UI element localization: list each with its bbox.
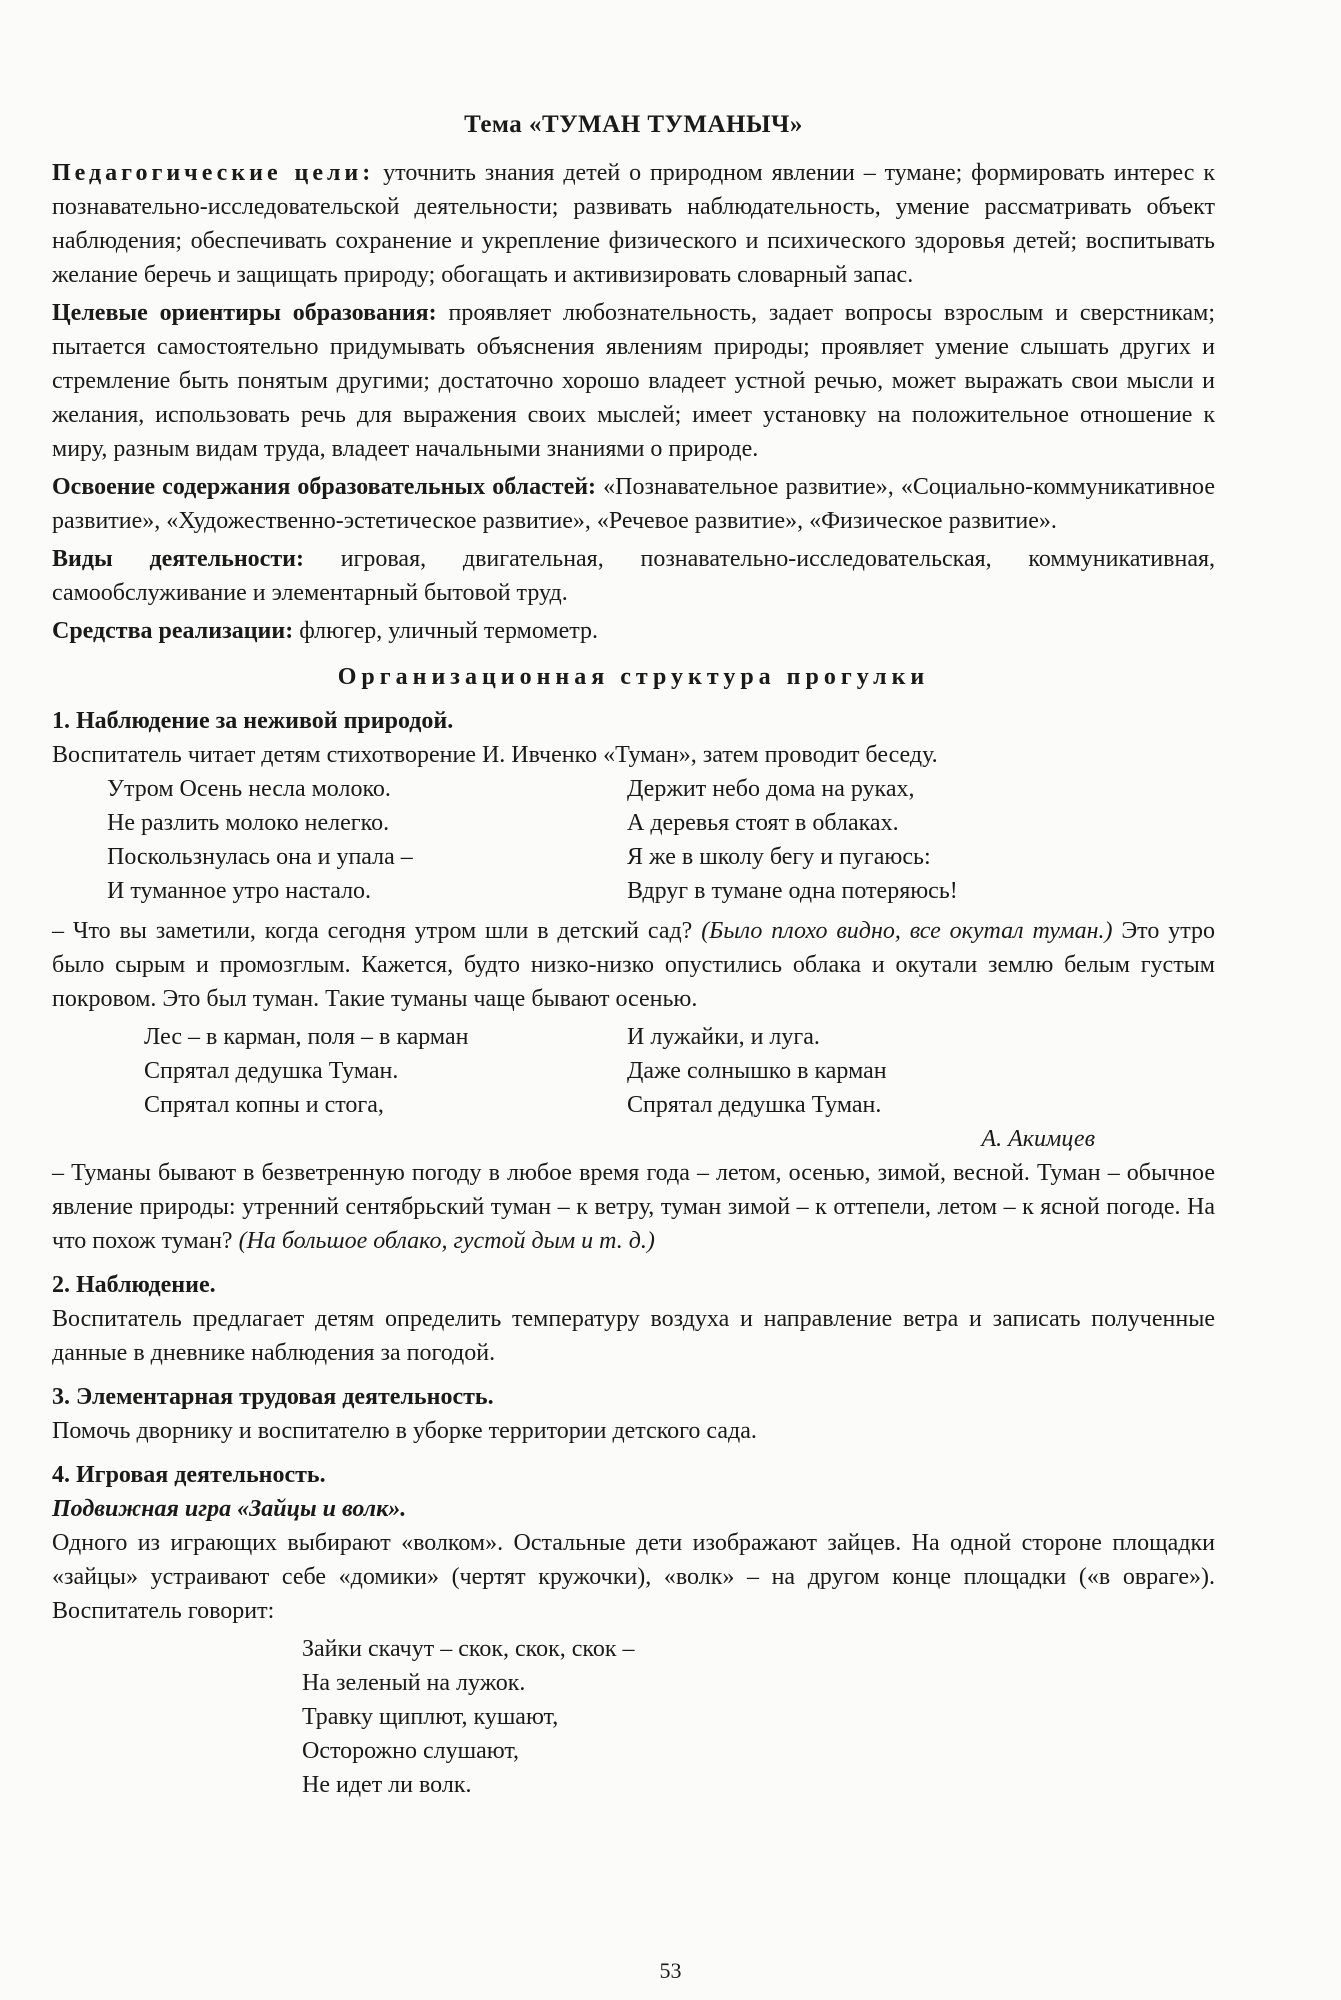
poem-line: Поскользнулась она и упала – bbox=[107, 844, 413, 870]
areas-paragraph bbox=[52, 470, 1215, 538]
section-4-text: Одного из играющих выбирают «волком». Остальные дети изображают зайцев. На одной стороне площадки «зайцы» устраивают себе «домики» (чертят кружочки), «волк» – на другом конце площадки («в овраге»). Воспитатель говорит: bbox=[52, 1530, 1215, 1624]
question-1: – Что вы заметили, когда сегодня утром шли в детский сад? bbox=[52, 918, 702, 944]
poem2-left-column bbox=[144, 1020, 627, 1122]
poem-game-column bbox=[302, 1632, 1215, 1802]
section-3-heading: 3. Элементарная трудовая деятельность. bbox=[52, 1384, 494, 1410]
poem-right-column bbox=[627, 772, 1147, 908]
poem-line: Зайки скачут – скок, скок, скок – bbox=[302, 1636, 635, 1662]
poem-game bbox=[52, 1632, 1215, 1802]
poem-akimtsev bbox=[52, 1020, 1215, 1122]
targets-paragraph bbox=[52, 296, 1215, 466]
targets-text: проявляет любознательность, задает вопросы взрослым и сверстникам; пытается самостоятельно придумывать объяснения явлениям природы; проявляет умение слышать других и стремление быть понятым другими; достаточно хорошо владеет устной речью, может выражать свои мысли и желания, использовать речь для выражения своих мыслей; имеет установку на положительное отношение к миру, разным видам труда, владеет начальными знаниями о природе. bbox=[52, 300, 1216, 462]
section-1-heading: 1. Наблюдение за неживой природой. bbox=[52, 708, 454, 734]
section-4-heading: 4. Игровая деятельность. bbox=[52, 1462, 326, 1488]
areas-lead: Освоение содержания образовательных областей: bbox=[52, 474, 597, 500]
poem-line: И туманное утро настало. bbox=[107, 878, 372, 904]
question-1-rest: Это утро было сырым и промозглым. Кажется, будто низко-низко опустились облака и окутали землю белым густым покровом. Это был туман. Такие туманы чаще бывают осенью. bbox=[52, 918, 1215, 1012]
poem-line: Держит небо дома на руках, bbox=[627, 776, 915, 802]
activities-paragraph bbox=[52, 542, 1215, 610]
game-title: Подвижная игра «Зайцы и волк». bbox=[52, 1496, 407, 1522]
areas-text: «Познавательное развитие», «Социально-коммуникативное развитие», «Художественно-эстетическое развитие», «Речевое развитие», «Физическое развитие». bbox=[52, 474, 1215, 534]
page-title: Тема «ТУМАН ТУМАНЫЧ» bbox=[464, 111, 803, 138]
poem-line: Осторожно слушают, bbox=[302, 1738, 520, 1764]
poem2-right-column bbox=[627, 1020, 1147, 1122]
poem-line: А деревья стоят в облаках. bbox=[627, 810, 899, 836]
question-1-paragraph bbox=[52, 914, 1215, 1016]
page-content bbox=[52, 108, 1215, 1802]
poem-line: Не идет ли волк. bbox=[302, 1772, 472, 1798]
structure-title: Организационная структура прогулки bbox=[337, 664, 930, 690]
question-2-paragraph bbox=[52, 1156, 1215, 1258]
poem-author: А. Акимцев bbox=[981, 1126, 1095, 1152]
poem-line: Вдруг в тумане одна потеряюсь! bbox=[627, 878, 958, 904]
poem-line: Лес – в карман, поля – в карман bbox=[144, 1024, 469, 1050]
goals-lead: Педагогические цели: bbox=[52, 160, 375, 186]
means-lead: Средства реализации: bbox=[52, 618, 294, 644]
goals-paragraph bbox=[52, 156, 1215, 292]
section-2-text: Воспитатель предлагает детям определить температуру воздуха и направление ветра и записать полученные данные в дневнике наблюдения за погодой. bbox=[52, 1306, 1215, 1366]
question-2: – Туманы бывают в безветренную погоду в любое время года – летом, осенью, зимой, весной. Туман – обычное явление природы: утренний сентябрьский туман – к ветру, туман зимой – к оттепели, летом – к ясной погоде. На что похож туман? bbox=[52, 1160, 1215, 1254]
poem-line: Не разлить молоко нелегко. bbox=[107, 810, 390, 836]
section-3-text: Помочь дворнику и воспитателю в уборке территории детского сада. bbox=[52, 1418, 757, 1444]
poem-line: Травку щиплют, кушают, bbox=[302, 1704, 559, 1730]
question-2-answer: (На большое облако, густой дым и т. д.) bbox=[238, 1228, 655, 1254]
poem-line: Даже солнышко в карман bbox=[627, 1058, 887, 1084]
goals-text: уточнить знания детей о природном явлении – тумане; формировать интерес к познавательно-исследовательской деятельности; развивать наблюдательность, умение рассматривать объект наблюдения; обеспечивать сохранение и укрепление физического и психического здоровья детей; воспитывать желание беречь и защищать природу; обогащать и активизировать словарный запас. bbox=[52, 160, 1215, 288]
targets-lead: Целевые ориентиры образования: bbox=[52, 300, 437, 326]
question-1-answer: (Было плохо видно, все окутал туман.) bbox=[701, 918, 1113, 944]
activities-text: игровая, двигательная, познавательно-исследовательская, коммуникативная, самообслуживание и элементарный бытовой труд. bbox=[52, 546, 1216, 606]
means-text: флюгер, уличный термометр. bbox=[293, 618, 599, 644]
poem-ivchenko bbox=[52, 772, 1215, 908]
poem-line: Спрятал дедушка Туман. bbox=[627, 1092, 882, 1118]
section-1-intro: Воспитатель читает детям стихотворение И. Ивченко «Туман», затем проводит беседу. bbox=[52, 742, 938, 768]
poem-line: И лужайки, и луга. bbox=[627, 1024, 820, 1050]
poem-left-column bbox=[107, 772, 627, 908]
page-number: 53 bbox=[659, 1958, 682, 1983]
poem-line: Я же в школу бегу и пугаюсь: bbox=[627, 844, 931, 870]
means-paragraph bbox=[52, 614, 1215, 648]
poem-line: Утром Осень несла молоко. bbox=[107, 776, 391, 802]
poem-line: Спрятал копны и стога, bbox=[144, 1092, 384, 1118]
poem-line: На зеленый на лужок. bbox=[302, 1670, 526, 1696]
poem-line: Спрятал дедушка Туман. bbox=[144, 1058, 399, 1084]
activities-lead: Виды деятельности: bbox=[52, 546, 304, 572]
section-2-heading: 2. Наблюдение. bbox=[52, 1272, 216, 1298]
